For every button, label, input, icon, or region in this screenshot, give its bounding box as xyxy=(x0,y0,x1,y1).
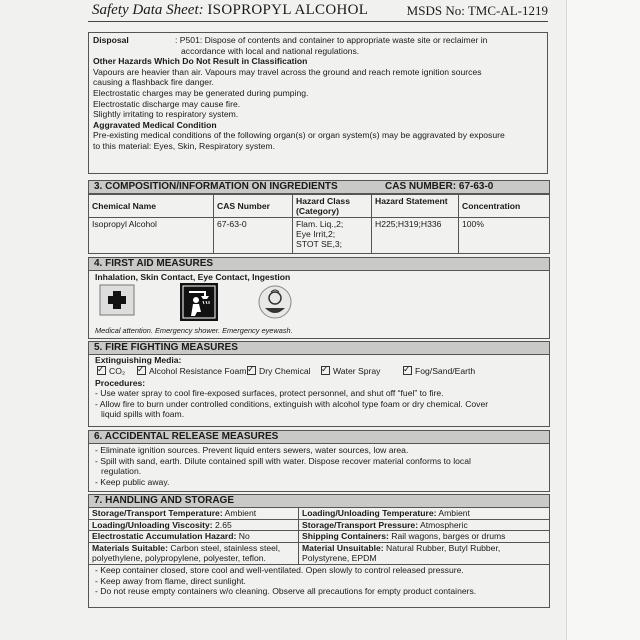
loading-temperature: Loading/Unloading Temperature: Ambient xyxy=(299,508,549,520)
aggravated-title: Aggravated Medical Condition xyxy=(93,119,217,130)
section-4 xyxy=(88,257,550,339)
procedure-line: - Allow fire to burn under controlled conditions, extinguish with alcohol type foam or dry chemical. Cover xyxy=(95,398,489,409)
media-item: ✓ Dry Chemical xyxy=(247,366,311,377)
cas-number-title: CAS NUMBER: 67-63-0 xyxy=(385,181,494,192)
section-4-title: 4. FIRST AID MEASURES xyxy=(89,258,549,271)
materials-unsuitable: Material Unsuitable: Natural Rubber, Butyl Rubber, Polystyrene, EPDM xyxy=(299,543,549,565)
handling-line: - Keep away from flame, direct sunlight. xyxy=(95,575,246,586)
section-6-title: 6. ACCIDENTAL RELEASE MEASURES xyxy=(89,431,549,444)
cell-chemical-name: Isopropyl Alcohol xyxy=(89,218,214,254)
checkbox-checked-icon xyxy=(321,366,330,375)
disposal-line-1: : P501: Dispose of contents and container to appropriate waste site or reclaimer in xyxy=(175,35,488,45)
col-cas-number: CAS Number xyxy=(214,195,293,218)
eyewash-icon xyxy=(257,284,293,320)
first-aid-icons xyxy=(89,284,549,326)
col-hazard-class: Hazard Class (Category) xyxy=(293,195,372,218)
media-item: ✓ Fog/Sand/Earth xyxy=(403,366,475,377)
section-3-title: 3. COMPOSITION/INFORMATION ON INGREDIENTS CAS NUMBER: 67-63-0 xyxy=(89,181,549,194)
table-row xyxy=(89,218,549,254)
shipping-containers: Shipping Containers: Rail wagons, barges or drums xyxy=(299,531,549,543)
checkbox-checked-icon xyxy=(97,366,106,375)
electrostatic-hazard: Electrostatic Accumulation Hazard: No xyxy=(89,531,299,543)
other-hazards-line: Vapours are heavier than air. Vapours may travel across the ground and reach remote ignition sources xyxy=(93,66,482,77)
section-6 xyxy=(88,430,550,492)
extinguishing-media-list xyxy=(95,366,549,378)
first-aid-cross-icon xyxy=(99,284,135,320)
other-hazards-line: Electrostatic charges may be generated during pumping. xyxy=(93,87,309,98)
emergency-shower-icon xyxy=(179,282,219,322)
cell-hazard-class: Flam. Liq.,2; Eye Irrit,2; STOT SE,3; xyxy=(293,218,372,254)
col-chemical-name: Chemical Name xyxy=(89,195,214,218)
procedures-title: Procedures: xyxy=(95,377,146,388)
col-concentration: Concentration xyxy=(459,195,550,218)
release-line: - Spill with sand, earth. Dilute contained spill with water. Dispose recover material conforms to local xyxy=(95,455,471,466)
disposal-line-2: accordance with local and national regulations. xyxy=(181,45,360,56)
cell-cas: 67-63-0 xyxy=(214,218,293,254)
disposal-label: Disposal xyxy=(93,35,129,45)
first-aid-caption: Medical attention. Emergency shower. Emergency eyewash. xyxy=(95,326,293,336)
table-header-row xyxy=(89,195,549,218)
col-hazard-statement: Hazard Statement xyxy=(372,195,459,218)
storage-pressure: Storage/Transport Pressure: Atmospheric xyxy=(299,520,549,532)
storage-temperature: Storage/Transport Temperature: Ambient xyxy=(89,508,299,520)
checkbox-checked-icon xyxy=(247,366,256,375)
other-hazards-title: Other Hazards Which Do Not Result in Classification xyxy=(93,56,308,67)
section-7 xyxy=(88,494,550,608)
document-title: Safety Data Sheet: ISOPROPYL ALCOHOL xyxy=(92,2,369,18)
other-hazards-line: Electrostatic discharge may cause fire. xyxy=(93,98,241,109)
msds-number: MSDS No: TMC-AL-1219 xyxy=(406,3,548,18)
procedure-line: liquid spills with foam. xyxy=(101,409,185,420)
aggravated-line: Pre-existing medical conditions of the following organ(s) or organ system(s) may be aggravated by exposure xyxy=(93,130,505,141)
handling-line: - Keep container closed, store cool and well-ventilated. Open slowly to control released pressure. xyxy=(95,564,464,575)
handling-grid xyxy=(89,508,549,565)
other-hazards-line: Slightly irritating to respiratory system. xyxy=(93,109,239,120)
section-5-title: 5. FIRE FIGHTING MEASURES xyxy=(89,342,549,355)
materials-suitable: Materials Suitable: Carbon steel, stainless steel, polyethylene, polypropylene, polyester, teflon. xyxy=(89,543,299,565)
checkbox-checked-icon xyxy=(403,366,412,375)
adjacent-page xyxy=(566,0,640,640)
loading-viscosity: Loading/Unloading Viscosity: 2.65 xyxy=(89,520,299,532)
section-5 xyxy=(88,341,550,427)
media-item: ✓ Water Spray xyxy=(321,366,380,377)
section-2-continuation xyxy=(88,32,548,174)
aggravated-line: to this material: Eyes, Skin, Respiratory system. xyxy=(93,140,275,151)
release-line: - Keep public away. xyxy=(95,476,170,487)
release-line: - Eliminate ignition sources. Prevent liquid enters sewers, water sources, low area. xyxy=(95,445,409,455)
checkbox-checked-icon xyxy=(137,366,146,375)
media-item: ✓ Alcohol Resistance Foam xyxy=(137,366,246,377)
cell-concentration: 100% xyxy=(459,218,550,254)
procedure-line: - Use water spray to cool fire-exposed surfaces, protect personnel, and shut off “fuel” to fire. xyxy=(95,388,444,399)
extinguishing-media-title: Extinguishing Media: xyxy=(95,355,182,365)
cell-hazard-statement: H225;H319;H336 xyxy=(372,218,459,254)
composition-table xyxy=(89,194,549,254)
section-7-title: 7. HANDLING AND STORAGE xyxy=(89,495,549,508)
media-item: ✓CO₂ xyxy=(97,366,125,377)
release-line: regulation. xyxy=(101,466,142,477)
handling-line: - Do not reuse empty containers w/o cleaning. Observe all precautions for empty product containers. xyxy=(95,586,477,597)
other-hazards-line: causing a flashback fire danger. xyxy=(93,77,214,88)
header-divider xyxy=(88,21,548,22)
section-3 xyxy=(88,180,550,254)
document-header xyxy=(92,0,552,20)
first-aid-subtitle: Inhalation, Skin Contact, Eye Contact, Ingestion xyxy=(95,272,291,282)
